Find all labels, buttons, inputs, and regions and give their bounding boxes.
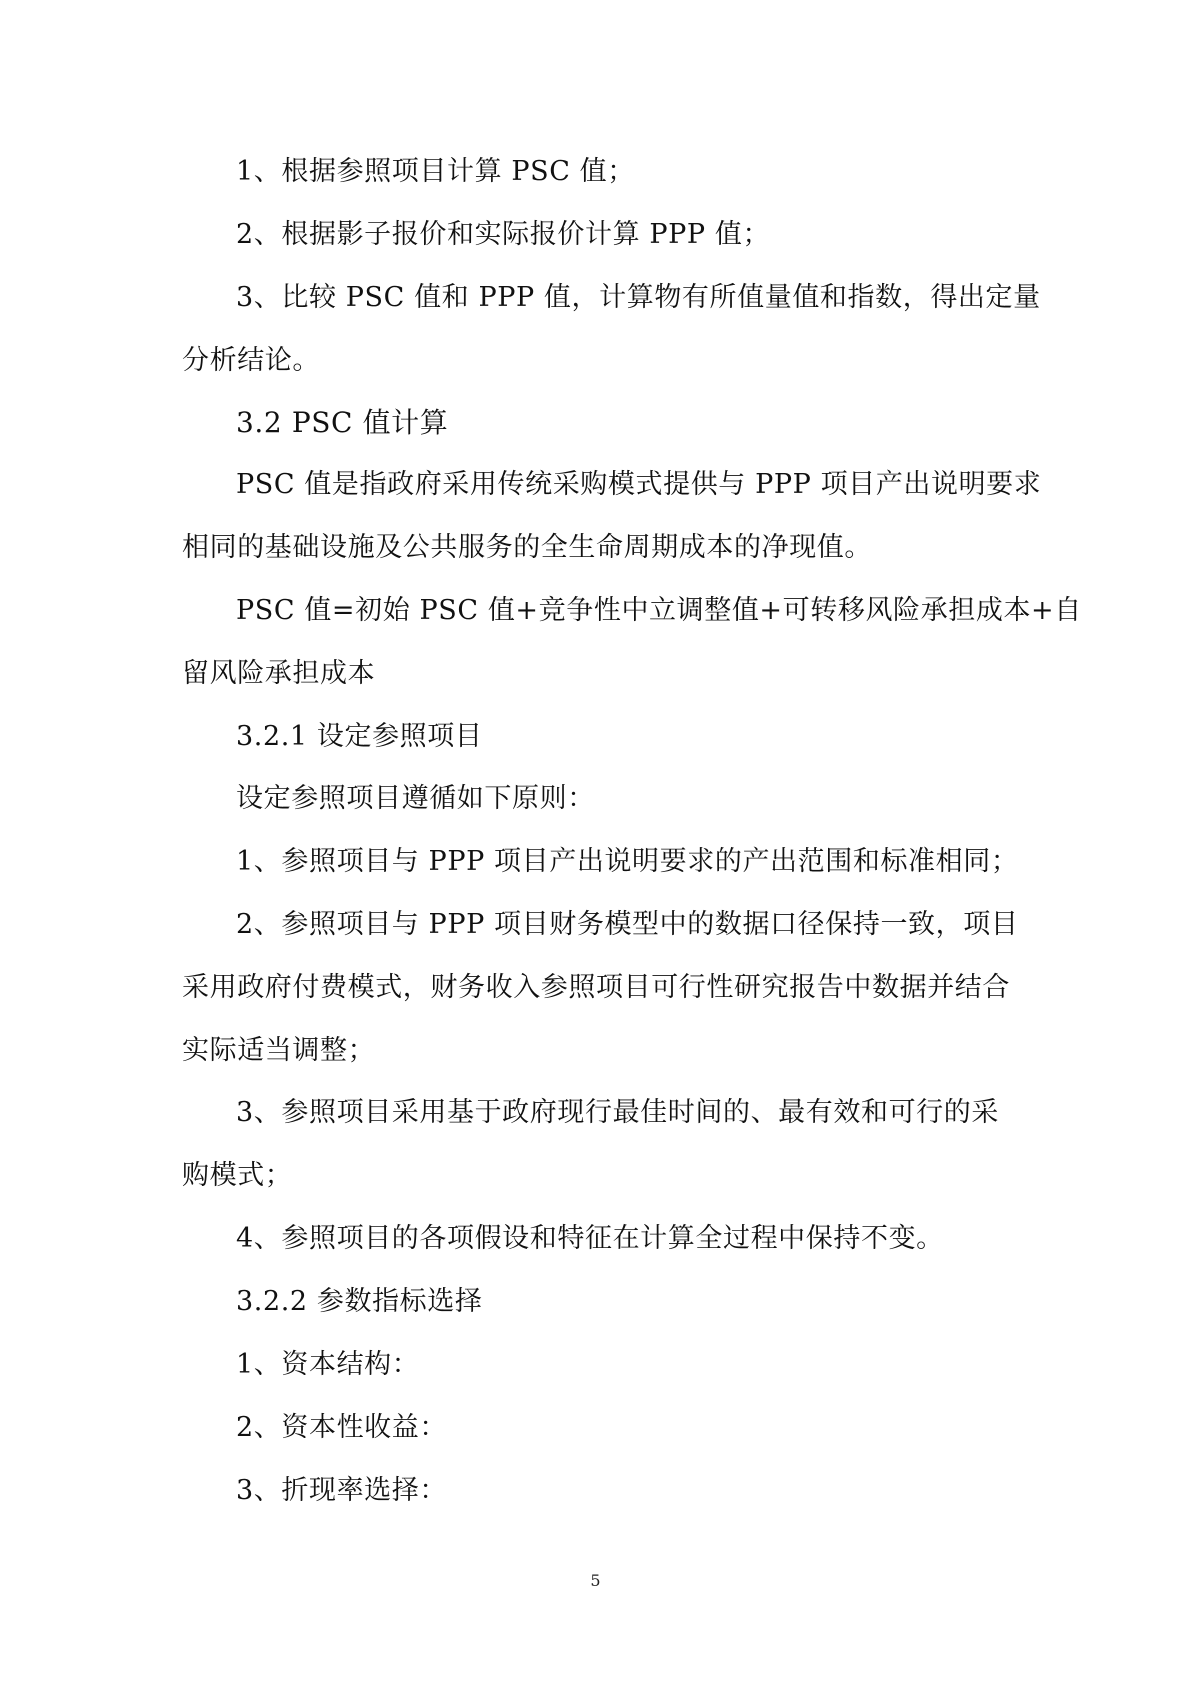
step-2-calc-ppp: 2、根据影子报价和实际报价计算 PPP 值； <box>236 219 771 250</box>
step-3-compare-line1: 3、比较 PSC 值和 PPP 值，计算物有所值量值和指数，得出定量 <box>236 282 1041 313</box>
principles-intro: 设定参照项目遵循如下原则： <box>236 783 595 814</box>
principle-2-line2: 采用政府付费模式，财务收入参照项目可行性研究报告中数据并结合 <box>182 972 1010 1003</box>
principle-3-line1: 3、参照项目采用基于政府现行最佳时间的、最有效和可行的采 <box>236 1097 999 1128</box>
principle-4: 4、参照项目的各项假设和特征在计算全过程中保持不变。 <box>236 1223 944 1254</box>
psc-formula-line2: 留风险承担成本 <box>182 658 376 689</box>
principle-2-line1: 2、参照项目与 PPP 项目财务模型中的数据口径保持一致，项目 <box>236 909 1019 940</box>
psc-definition-line1: PSC 值是指政府采用传统采购模式提供与 PPP 项目产出说明要求 <box>236 469 1042 500</box>
step-3-compare-line2: 分析结论。 <box>182 345 320 376</box>
step-1-calc-psc: 1、根据参照项目计算 PSC 值； <box>236 156 635 187</box>
parameter-2-capital-return: 2、资本性收益： <box>236 1412 447 1443</box>
principle-3-line2: 购模式； <box>182 1160 293 1191</box>
section-heading-3-2: 3.2 PSC 值计算 <box>236 406 449 439</box>
subsection-heading-3-2-1: 3.2.1 设定参照项目 <box>236 721 483 752</box>
principle-2-line3: 实际适当调整； <box>182 1035 376 1066</box>
parameter-3-discount-rate: 3、折现率选择： <box>236 1475 447 1506</box>
parameter-1-capital-structure: 1、资本结构： <box>236 1349 420 1380</box>
psc-definition-line2: 相同的基础设施及公共服务的全生命周期成本的净现值。 <box>182 532 872 563</box>
psc-formula-line1: PSC 值=初始 PSC 值+竞争性中立调整值+可转移风险承担成本+自 <box>236 595 1082 626</box>
page-number: 5 <box>590 1571 601 1590</box>
subsection-heading-3-2-2: 3.2.2 参数指标选择 <box>236 1286 483 1317</box>
principle-1: 1、参照项目与 PPP 项目产出说明要求的产出范围和标准相同； <box>236 846 1019 877</box>
